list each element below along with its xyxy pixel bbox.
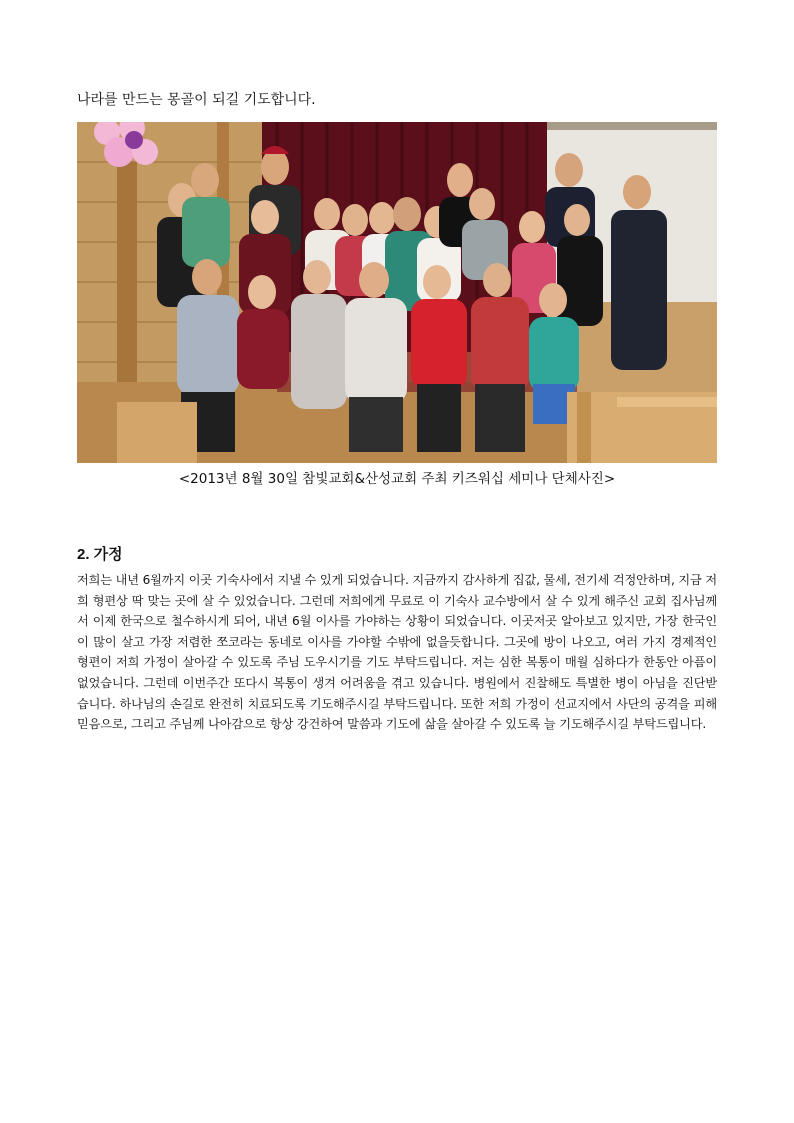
section-heading: 2. 가정 [77, 546, 123, 563]
section-body-paragraph: 저희는 내년 6월까지 이곳 기숙사에서 지낼 수 있게 되었습니다. 지금까지 감사하게 집값, 물세, 전기세 걱정안하며, 지금 저희 형편상 딱 맞는 곳에 살 수 있었습니다. 그런데 저희에게 무료로 이 기숙사 교수방에서 살 수 있게 해주신 교회 집사님께서 이제 한국으로 철수하시게 되어, 내년 6월 이사를 가야하는 상황이 되었습니다. 이곳저곳 알아보고 있지만, 가장 한국인이 많이 살고 가장 저렴한 쪼코라는 동네로 이사를 가야할 수밖에 없을듯합니다. 그곳에 방이 나오고, 여러 가지 경제적인 형편이 저희 가정이 살아갈 수 있도록 주님 도우시기를 기도 부탁드립니다. 저는 심한 복통이 매월 심하다가 한동안 아픔이 없었습니다. 그런데 이번주간 또다시 복통이 생겨 어려움을 겪고 있습니다. 병원에서 진찰해도 특별한 병이 아님을 진단받습니다. 하나님의 손길로 완전히 치료되도록 기도해주시길 부탁드립니다. 또한 저희 가정이 선교지에서 사단의 공격을 피해 믿음으로, 그리고 주님께 나아감으로 항상 강건하여 말씀과 기도에 삶을 살아갈 수 있도록 늘 기도해주시길 부탁드립니다. [77, 573, 717, 732]
photo-caption: <2013년 8월 30일 참빛교회&산성교회 주최 키즈워십 세미나 단체사진> [178, 471, 616, 487]
intro-text: 나라를 만드는 몽골이 되길 기도합니다. [77, 92, 316, 108]
group-photo-image [77, 122, 717, 463]
group-photo [77, 122, 717, 463]
